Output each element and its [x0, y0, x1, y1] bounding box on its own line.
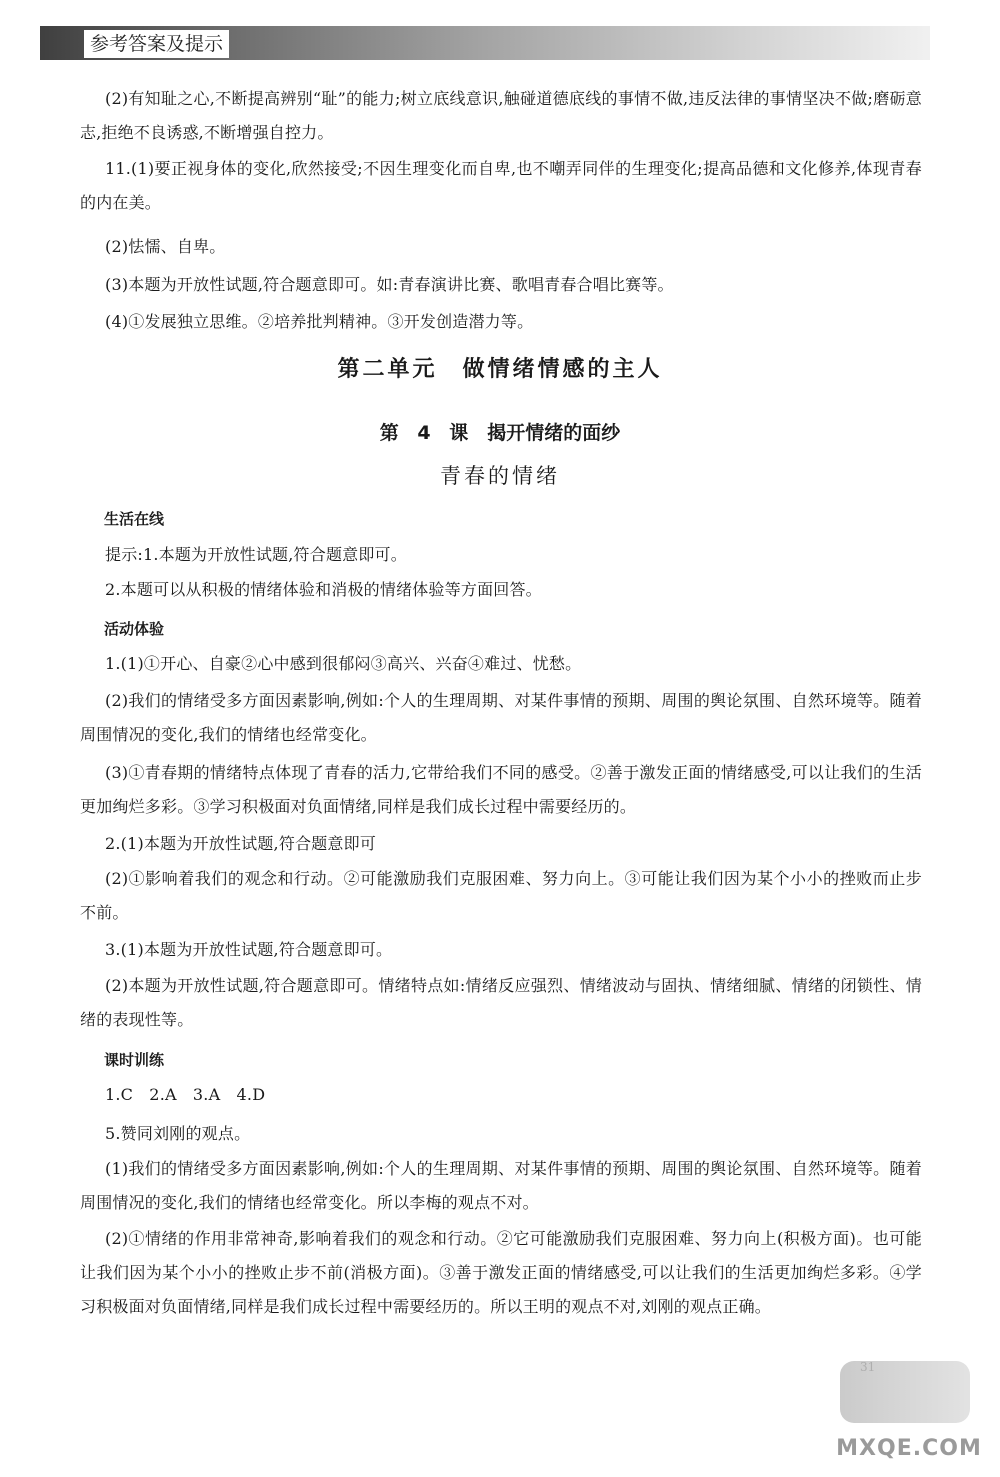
- answer-paragraph: (2)本题为开放性试题,符合题意即可。情绪特点如:情绪反应强烈、情绪波动与固执、情绪细腻、情绪的闭锁性、情绪的表现性等。: [80, 976, 922, 1029]
- answer-paragraph: 1.(1)①开心、自豪②心中感到很郁闷③高兴、兴奋④难过、忧愁。: [105, 654, 582, 673]
- answer-paragraph: (3)①青春期的情绪特点体现了青春的活力,它带给我们不同的感受。②善于激发正面的情绪感受,可以让我们的生活更加绚烂多彩。③学习积极面对负面情绪,同样是我们成长过程中需要经历的。: [80, 763, 922, 816]
- answer-paragraph: 5.赞同刘刚的观点。: [105, 1124, 251, 1143]
- answer-paragraph: 2.(1)本题为开放性试题,符合题意即可: [105, 834, 377, 853]
- answer-paragraph: (3)本题为开放性试题,符合题意即可。如:青春演讲比赛、歌唱青春合唱比赛等。: [105, 275, 674, 294]
- section-heading-activity: 活动体验: [104, 620, 165, 638]
- answer-paragraph: (2)有知耻之心,不断提高辨别“耻”的能力;树立底线意识,触碰道德底线的事情不做,违反法律的事情坚决不做;磨砺意志,拒绝不良诱惑,不断增强自控力。: [80, 89, 922, 142]
- answer-paragraph: (2)①情绪的作用非常神奇,影响着我们的观念和行动。②它可能激励我们克服困难、努力向上(积极方面)。也可能让我们因为某个小小的挫败止步不前(消极方面)。③善于激发正面的情绪感受,可以让我们的生活更加绚烂多彩。④学习积极面对负面情绪,同样是我们成长过程中需要经历的。所以王明的观点不对,刘刚的观点正确。: [80, 1229, 922, 1316]
- answer-paragraph: 提示:1.本题为开放性试题,符合题意即可。: [105, 545, 407, 564]
- answer-paragraph: 2.本题可以从积极的情绪体验和消极的情绪体验等方面回答。: [105, 580, 542, 599]
- topic-title: 青春的情绪: [440, 464, 560, 488]
- lesson-title: 第 4 课 揭开情绪的面纱: [379, 422, 621, 444]
- section-heading-training: 课时训练: [104, 1051, 165, 1069]
- answer-paragraph: (2)①影响着我们的观念和行动。②可能激励我们克服困难、努力向上。③可能让我们因为某个小小的挫败而止步不前。: [80, 869, 922, 922]
- answer-paragraph: (2)怯懦、自卑。: [105, 237, 226, 256]
- section-heading-life-online: 生活在线: [104, 510, 165, 528]
- answer-paragraph: (2)我们的情绪受多方面因素影响,例如:个人的生理周期、对某件事情的预期、周围的舆论氛围、自然环境等。随着周围情况的变化,我们的情绪也经常变化。: [80, 691, 922, 744]
- watermark-logo: [832, 1357, 982, 1467]
- unit-title: 第二单元 做情绪情感的主人: [337, 357, 663, 382]
- answer-paragraph: 1.C 2.A 3.A 4.D: [105, 1085, 266, 1104]
- watermark-badge-icon: [840, 1361, 970, 1423]
- watermark-text: MXQE.COM: [836, 1436, 982, 1461]
- answer-paragraph: 11.(1)要正视身体的变化,欣然接受;不因生理变化而自卑,也不嘲弄同伴的生理变化;提高品德和文化修养,体现青春的内在美。: [80, 159, 922, 212]
- page-header-title: 参考答案及提示: [84, 30, 229, 58]
- answer-paragraph: (4)①发展独立思维。②培养批判精神。③开发创造潜力等。: [105, 312, 534, 331]
- answer-paragraph: (1)我们的情绪受多方面因素影响,例如:个人的生理周期、对某件事情的预期、周围的舆论氛围、自然环境等。随着周围情况的变化,我们的情绪也经常变化。所以李梅的观点不对。: [80, 1159, 922, 1212]
- answer-paragraph: 3.(1)本题为开放性试题,符合题意即可。: [105, 940, 393, 959]
